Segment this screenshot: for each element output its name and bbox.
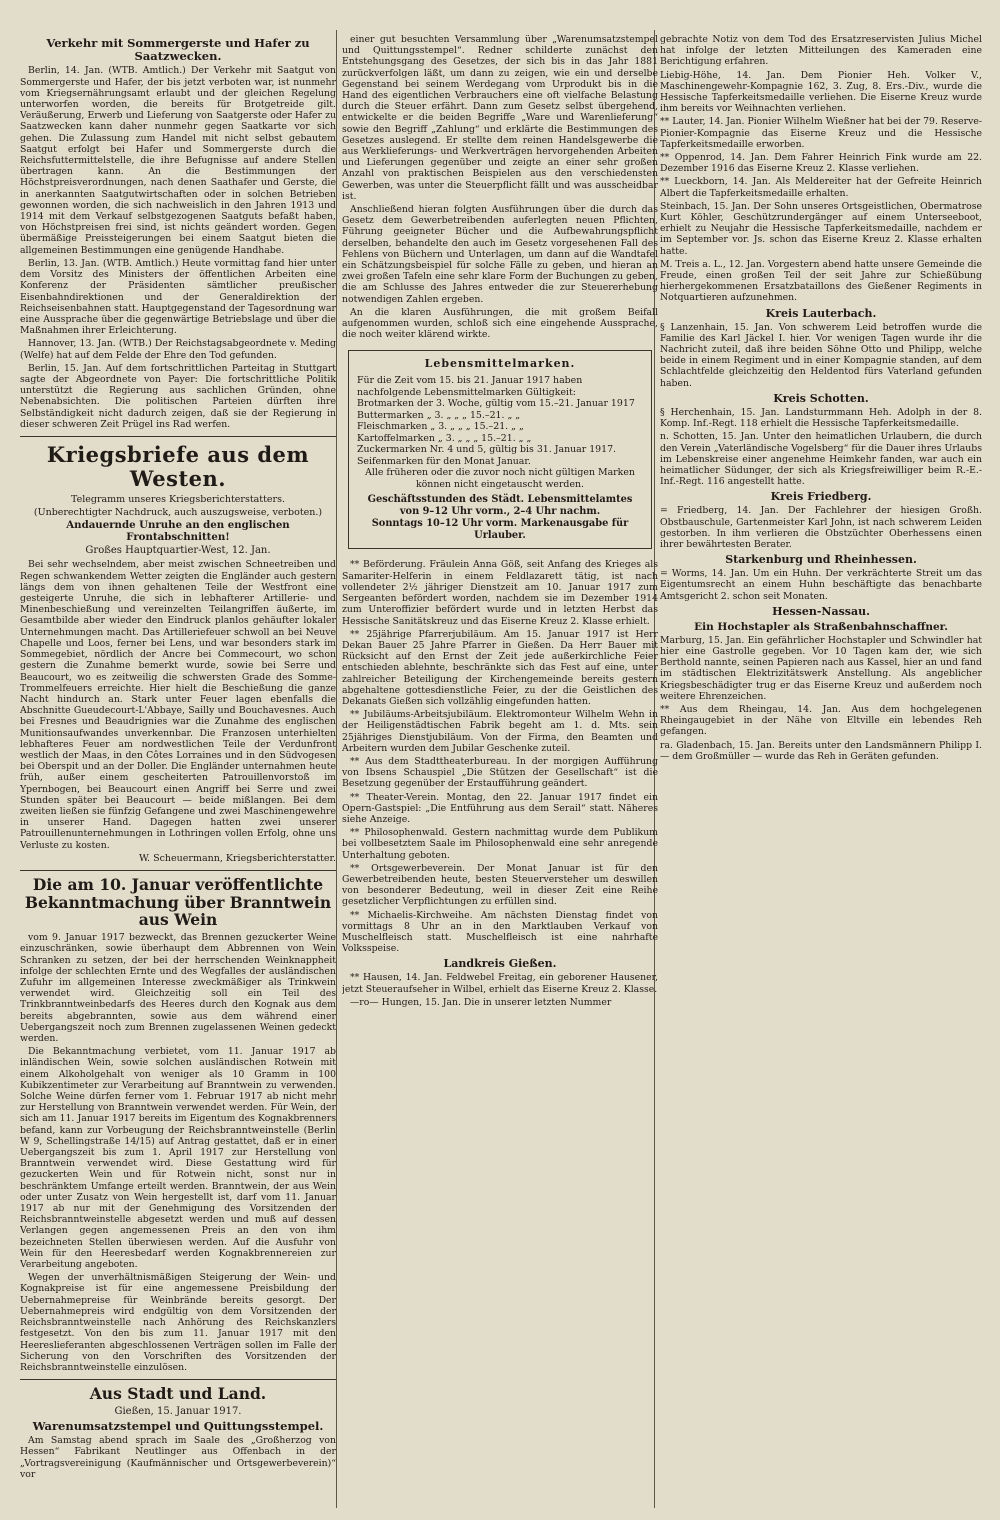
section-body [660,34,982,304]
news-item: ** Michaelis-Kirchweihe. Am nächsten Dienstag findet von vormittags 8 Uhr an in den Marktlauben Verkauf von Muschelfleisch statt. Muschelfleisch ist eine nahrhafte Volksspeise. [342,909,658,955]
section-heading: Landkreis Gießen. [443,957,557,971]
section-body [660,568,982,602]
section-rule [20,870,336,871]
box-row: Buttermarken „ 3. „ „ „ 15.–21. „ „ [357,409,521,421]
news-item: = Worms, 14. Jan. Um ein Huhn. Der verkrächterte Streit um das Eigentumsrecht an einem Huhn beschäftigte das benachbarte Amtsgericht 2. schon seit Monaten. [660,568,982,602]
news-item: ** Lauter, 14. Jan. Pionier Wilhelm Wießner hat bei der 79. Reserve-Pionier-Kompagnie das Eiserne Kreuz und die Hessische Tapferkeitsmedaille erworben. [660,116,982,150]
article-paragraph: Am Samstag abend sprach im Saale des „Großherzog von Hessen“ Fabrikant Neutlinger aus Offenbach in der „Vortragsvereinigung (Kaufmännischer und Ortsgewerbeverein)“ vor [20,1435,336,1480]
section-subheading: Warenumsatzstempel und Quittungsstempel. [32,1418,324,1433]
section-heading: Hessen-Nassau. [772,604,870,618]
section-body [20,1435,336,1480]
news-item: ** Aus dem Stadttheaterbureau. In der morgigen Aufführung von Ibsens Schauspiel „Die Stützen der Gesellschaft“ ist die Besetzung gegenüber der Erstaufführung geändert. [342,755,658,790]
section-body [660,407,982,487]
section-heading: Aus Stadt und Land. [89,1384,267,1404]
news-item: ** 25jährige Pfarrerjubiläum. Am 15. Januar 1917 ist Herr Dekan Bauer 25 Jahre Pfarrer in Gießen. Da Herr Bauer mit Rücksicht auf den Ernst der Zeit jede außerkirchliche Feier entschieden ablehnte, beschränkte sich das Fest auf eine, unter zahlreicher Beteiligung der Kirchengemeinde bereits gestern abgehaltene gottesdienstliche Feier, zu der die Geistlichen des Dekanats Gießen sich vollzählig eingefunden hatten. [342,628,658,707]
box-rows [357,398,643,467]
section-body [20,65,336,430]
news-item: ** Lueckborn, 14. Jan. Als Meldereiter hat der Gefreite Heinrich Albert die Tapferkeitsmedaille erhalten. [660,176,982,199]
news-item: ** Aus dem Rheingau, 14. Jan. Aus dem hochgelegenen Rheingaugebiet in der Nähe von Eltville ein lebendes Reh gefangen. [660,703,982,738]
section-heading: Die am 10. Januar veröffentlichte Bekanntmachung über Branntwein aus Wein [24,874,332,930]
section-body [20,932,336,1373]
section-body [342,559,658,954]
article-paragraph: Berlin, 13. Jan. (WTB. Amtlich.) Heute vormittag fand hier unter dem Vorsitz des Ministers der öffentlichen Arbeiten eine Konferenz der Präsidenten sämtlicher preußischer Eisenbahndirektionen und der Generaldirektion der Reichseisenbahnen statt. Hauptgegenstand der Tagesordnung war eine Aussprache über die gegenwärtige Betriebslage und über die Maßnahmen ihrer Erleichterung. [20,257,336,337]
section-body [342,34,658,340]
news-item: M. Treis a. L., 12. Jan. Vorgestern abend hatte unsere Gemeinde die Freude, einen großen Teil der seit Jahre zur Schießübung hierhergekommenen Ersatzbataillons des Gießener Regiments in Notquartieren aufzunehmen. [660,258,982,304]
section-subtitle: Andauernde Unruhe an den englischen Frontabschnitten! [66,519,290,544]
dateline: Großes Hauptquartier-West, 12. Jan. [85,545,271,557]
news-item: Liebig-Höhe, 14. Jan. Dem Pionier Heh. Volker V., Maschinengewehr-Kompagnie 162, 3. Zug, 8. Ers.-Div., wurde die Hessische Tapferkeitsmedaille verliehen. Die Eiserne Kreuz wurde ihm bereits vor Weihnachten verliehen. [660,69,982,115]
article-paragraph: Berlin, 15. Jan. Auf dem fortschrittlichen Parteitag in Stuttgart sagte der Abgeordnete von Payer: Die fortschrittliche Politik unterstützt die Regierung aus sachlichen Gründen, ohne Nebenabsichten. Die politischen Parteien dürften ihre Selbständigkeit nicht dadurch zeigen, daß sie der Regierung in dieser schweren Zeit Prügel ins Rad werfen. [20,362,336,430]
section-subheading: Ein Hochstapler als Straßenbahnschaffner. [694,620,948,633]
news-item: ** Hausen, 14. Jan. Feldwebel Freitag, ein geborener Hausener, jetzt Steueraufseher in Wilbel, erhielt das Eiserne Kreuz 2. Klasse. [342,972,658,995]
news-item: § Herchenhain, 15. Jan. Landsturmmann Heh. Adolph in der 8. Komp. Inf.-Regt. 118 erhielt die Hessische Tapferkeitsmedaille. [660,406,982,430]
news-item: ** Theater-Verein. Montag, den 22. Januar 1917 findet ein Opern-Gastspiel: „Die Entführung aus dem Serail“ statt. Näheres siehe Anzeige. [342,791,658,825]
section-rule [20,436,336,437]
dateline: Gießen, 15. Januar 1917. [114,1405,242,1417]
news-item: ra. Gladenbach, 15. Jan. Bereits unter den Landsmännern Philipp I. — dem Großmüller — wurde das Reh in Geräten gefunden. [660,739,982,762]
box-row: Zuckermarken Nr. 4 und 5, gültig bis 31. Januar 1917. [357,444,617,456]
news-item: n. Schotten, 15. Jan. Unter den heimatlichen Urlaubern, die durch den Verein „Vaterländische Vogelsberg“ für die Dauer ihres Urlaubs im Lebenskreise einer angenehme Heimkehr fanden, war auch ein heimatlicher Südunger, der sich als Kriegsfreiwilliger beim R.-E.-Inf.-Regt. 116 angestellt hatte. [660,431,982,488]
column-divider [336,30,337,1508]
section-heading: Verkehr mit Sommergerste und Hafer zu Saatzwecken. [46,36,310,64]
box-title: Lebensmittelmarken. [424,357,576,371]
news-item: ** Jubiläums-Arbeitsjubiläum. Elektromonteur Wilhelm Wehn in der Heiligenstädtischen Fabrik begeht am 1. d. Mts. sein 25jähriges Dienstjubiläum. Von der Firma, den Beamten und Arbeitern wurden dem Jubilar Geschenke zuteil. [342,709,658,754]
box-hours: von 9–12 Uhr vorm., 2–4 Uhr nachm. [399,506,601,518]
box-intro: Für die Zeit vom 15. bis 21. Januar 1917 haben nachfolgende Lebensmittelmarken Gültigkeit: [357,375,583,398]
section-heading: Kreis Friedberg. [770,490,872,504]
article-paragraph: Die Bekanntmachung verbietet, vom 11. Januar 1917 ab inländischen Wein, sowie solchen ausländischen Rotwein mit einem Alkoholgehalt von weniger als 10 Gramm in 100 Kubikzentimeter zur Verarbeitung auf Branntwein zu verwenden. Solche Weine dürfen ferner vom 1. Februar 1917 ab nicht mehr zur Herstellung von Branntwein verwendet werden. Für Wein, der sich am 11. Januar 1917 bereits im Eigentum des Kognakbrenners befand, kann zur Vorbeugung der Reichsbranntweinstelle (Berlin W 9, Schellingstraße 14/15) auf Antrag gestattet, daß er in einer Uebergangszeit bis zum 1. April 1917 zur Herstellung von Branntwein verwendet wird. Diese Gestattung wird für gezuckerten Wein und für Rotwein nicht, sonst nur in beschränktem Umfange erteilt werden. Branntwein, der aus Wein oder unter Zusatz von Wein hergestellt ist, darf vom 11. Januar 1917 ab nur mit der Genehmigung des Vorsitzenden der Reichsbranntweinstelle abgesetzt werden und muß auf dessen Verlangen gegen angemessenen Preis an den von ihm bezeichneten Stellen überwiesen werden. Auf die Ausfuhr von Wein für den Heeresbedarf werden Kognakbrennereien zur Verarbeitung angeboten. [20,1046,336,1271]
box-row: Seifenmarken für den Monat Januar. [357,455,531,467]
section-body [660,322,982,389]
box-row: Kartoffelmarken „ 3. „ „ „ 15.–21. „ „ [357,432,532,444]
section-body [342,972,658,1008]
section-heading: Kreis Schotten. [773,391,869,405]
section-heading: Kreis Lauterbach. [765,306,877,320]
news-item: Steinbach, 15. Jan. Der Sohn unseres Ortsgeistlichen, Obermatrose Kurt Köhler, Geschützrundergänger auf einem Unterseeboot, erhielt zu Neujahr die Hessische Tapferkeitsmedaille, nachdem er im September vor. Js. schon das Eiserne Kreuz 2. Klasse erhalten hatte. [660,200,982,257]
news-item: ** Beförderung. Fräulein Anna Göß, seit Anfang des Krieges als Samariter-Helferin in einem Feldlazarett tätig, ist nach vollendeter 2½ jähriger Dienstzeit am 10. Januar 1917 zum Sergeanten befördert worden, nachdem sie im Dezember 1914 zum Unteroffizier befördert wurde und in letzten Herbst das Hessische Sanitätskreuz und das Eiserne Kreuz 2. Klasse erhielt. [342,559,658,627]
food-ration-box [348,350,652,549]
box-hours-title: Geschäftsstunden des Städt. Lebensmittelamtes [367,494,633,506]
section-body [660,635,982,762]
news-item: § Lanzenhain, 15. Jan. Von schwerem Leid betroffen wurde die Familie des Karl Jäckel I. hier. Vor wenigen Tagen wurde ihr die Nachricht zuteil, daß ihre beiden Söhne Otto und Philipp, welche beide in einem Regiment und in einer Kompagnie standen, auf dem Schlachtfelde gleichzeitig den Heldentod fürs Vaterland gefunden haben. [660,321,982,389]
article-paragraph: Anschließend hieran folgten Ausführungen über die durch das Gesetz dem Gewerbetreibenden auferlegten neuen Pflichten, Führung geeigneter Bücher und die Aufbewahrungspflicht derselben, behandelte den auch im Gesetz vorgesehenen Fall des Fehlens von Büchern und Unterlagen, um dann auf die Wandtafel ein Schätzungsbeispiel für solche Fälle zu geben, und hieran an zwei großen Tafeln eine sehr klare Form der Buchungen zu geben, die am Schlusse des Jahres entweder die zur Steuererhebung notwendigen Zahlen ergeben. [342,204,658,305]
column-3 [660,34,982,1504]
section-body [20,559,336,850]
section-subtitle: Telegramm unseres Kriegsberichterstatters. [70,494,285,506]
section-heading: Kriegsbriefe aus dem Westen. [46,441,310,492]
news-item: ** Ortsgewerbeverein. Der Monat Januar ist für den Gewerbetreibenden heute, besten Steuerversteher um deswillen von besonderer Bedeutung, weil in dieser Zeit eine Reihe gesetzlicher Verpflichtungen zu erfüllen sind. [342,862,658,908]
article-paragraph: Bei sehr wechselndem, aber meist zwischen Schneetreiben und Regen schwankendem Wetter zeigten die Engländer auch gestern längs dem von ihnen gehaltenen Teile der Westfront eine gesteigerte Unruhe, die sich in lebhafterer Artillerie- und Minenbeschießung und vereinzelten Teilangriffen äußerte, im Gesamtbilde aber wieder den Eindruck planlos gehäufter lokaler Unternehmungen macht. Das Artilleriefeuer schwoll an bei Neuve Chapelle und Loos, ferner bei Lens, und war besonders stark im Sommegebiet, nördlich der Ancre bei Commecourt, wo schon gestern die Zunahme bemerkt wurde, sowie bei Serre und Beaucourt, wo es zeitweilig die schwersten Grade des Somme-Trommelfeuers erreichte. Hier hielt die Beschießung die ganze Nacht hindurch an. Stark unter Feuer lagen ebenfalls die Abschnitte Gueudecourt-L'Abbaye, Sailly und Bouchavesnes. Auch bei Fresnes und Beaudrignies war die Zunahme des englischen Munitionsaufwandes unverkennbar. Die Franzosen unterhielten lebhafteres Feuer am nordwestlichen Teile der Verdunfront westlich der Maas, in den Côtes Lorraines und in den Südvogesen bei Oberspit und an der Doller. Die Engländer unternahmen heute früh, außer einem gescheiterten Patrouillenvorstoß im Ypernbogen, bei Beaucourt einen Angriff bei Serre und zwei Stunden später bei Beaucourt — beide mißlangen. Bei dem zweiten ließen sie fünfzig Gefangene und zwei Maschinengewehre in unserer Hand. Dagegen hatten zwei unserer Patrouillenunternehmungen in Lothringen vollen Erfolg, ohne uns Verluste zu kosten. [20,559,336,851]
signature: W. Scheuermann, Kriegsberichterstatter. [138,852,336,864]
section-heading: Starkenburg und Rheinhessen. [725,553,917,567]
section-rule [20,1379,336,1380]
box-hours: Sonntags 10–12 Uhr vorm. Markenausgabe für Urlauber. [371,518,629,542]
news-item: —ro— Hungen, 15. Jan. Die in unserer letzten Nummer [350,996,612,1008]
column-2 [342,34,658,1504]
article-paragraph: Wegen der unverhältnismäßigen Steigerung der Wein- und Kognakpreise ist für eine angemessene Preisbildung der Uebernahmepreise für Weinbrände bereits gesorgt. Der Uebernahmepreis wird endgültig von dem Vorsitzenden der Reichsbranntweinstelle nach Anhörung des Reichskanzlers festgesetzt. Von den bis zum 11. Januar 1917 mit den Heereslieferanten abgeschlossenen Verträgen sollen im Falle der Sicherung von den Vorschriften des Vorsitzenden der Reichsbranntweinstelle einzulösen. [20,1272,336,1373]
article-paragraph: vom 9. Januar 1917 bezweckt, das Brennen gezuckerter Weine einzuschränken, sowie überhaupt dem Abbrennen von Wein Schranken zu setzen, der bei der herrschenden Weinknappheit infolge der schlechten Ernte und des Wegfalles der ausländischen Zufuhr im allgemeinen Interesse zweckmäßiger als Trinkwein verwendet wird. Gleichzeitig soll ein Teil des Trinkbranntweinbedarfs des Heeres durch den Kognak aus dem bereits abgebrannten, sowie aus dem während einer Uebergangszeit noch zum Brennen zugelassenen Weinen gedeckt werden. [20,932,336,1045]
news-item: = Friedberg, 14. Jan. Der Fachlehrer der hiesigen Großh. Obstbauschule, Gartenmeister Karl John, ist nach schwerem Leiden gestorben. In ihm verlieren die Obstzüchter Oberhessens einen ihrer bewährtesten Berater. [660,505,982,550]
news-item: ** Oppenrod, 14. Jan. Dem Fahrer Heinrich Fink wurde am 22. Dezember 1916 das Eiserne Kreuz 2. Klasse verliehen. [660,152,982,175]
box-row: Fleischmarken „ 3. „ „ „ 15.–21. „ „ [357,421,524,433]
section-body [660,505,982,550]
box-note: Alle früheren oder die zuvor noch nicht gültigen Marken können nicht eingetauscht werden. [365,467,635,490]
article-paragraph: An die klaren Ausführungen, die mit großem Beifall aufgenommen wurden, schloß sich eine eingehende Aussprache, die noch weiter klärend wirkte. [342,306,658,341]
news-item: Marburg, 15. Jan. Ein gefährlicher Hochstapler und Schwindler hat hier eine Gastrolle gegeben. Vor 10 Tagen kam der, wie sich Berthold nannte, seinen Papieren nach aus Kassel, hier an und fand im städtischen Elektrizitätswerk Anstellung. Als angeblicher Kriegsbeschädigter trug er das Eiserne Kreuz und außerdem noch weitere Ehrenzeichen. [660,634,982,702]
box-row: Brotmarken der 3. Woche, gültig vom 15.–21. Januar 1917 [357,398,635,410]
section-subtitle: (Unberechtigter Nachdruck, auch auszugsweise, verboten.) [33,506,323,518]
article-paragraph: Berlin, 14. Jan. (WTB. Amtlich.) Der Verkehr mit Saatgut von Sommergerste und Hafer, der bis jetzt verboten war, ist nunmehr vom Kriegsernährungsamt erlaubt und der gleichen Regelung unterworfen worden, die bereits für Brotgetreide gilt. Veräußerung, Erwerb und Lieferung von Saatgerste oder Hafer zu Saatzwecken kann daher nunmehr gegen Saatkarte vor sich gehen. Die Zulassung zum Handel mit nicht selbst gebautem Saatgut erfolgt bei Hafer und Sommergerste durch die Reichsfuttermittelstelle, die ihre Befugnisse auf andere Stellen übertragen kann. An die Bestimmungen der Höchstpreisverordnungen, nach denen Saathafer und Gerste, die in anerkannten Saatgutwirtschaften oder in solchen Betrieben gewonnen worden, die sich nachweislich in den Jahren 1913 und 1914 mit dem Verkauf selbstgezogenen Saatguts befaßt haben, von Höchstpreisen frei sind, ist nichts geändert worden. Gegen übermäßige Preissteigerungen bei einem Saatgut bieten die allgemeinen Bestimmungen eine genügende Handhabe. [20,65,336,256]
article-paragraph: Hannover, 13. Jan. (WTB.) Der Reichstagsabgeordnete v. Meding (Welfe) hat auf dem Felde der Ehre den Tod gefunden. [20,338,336,361]
news-item: ** Philosophenwald. Gestern nachmittag wurde dem Publikum bei vollbesetztem Saale im Philosophenwald eine sehr anregende Unterhaltung geboten. [342,827,658,861]
column-1 [20,34,336,1504]
news-item: gebrachte Notiz von dem Tod des Ersatzreservisten Julius Michel hat infolge der letzten Mitteilungen des Kameraden eine Berichtigung erfahren. [660,34,982,68]
article-paragraph: einer gut besuchten Versammlung über „Warenumsatzstempel und Quittungsstempel“. Redner schilderte zunächst den Entstehungsgang des Gesetzes, der sich bis in das Jahr 1881 zurückverfolgen läßt, um dann zu zeigen, wie ein und derselbe Gegenstand bei seinem Werdegang vom Urprodukt bis in die Hand des eigentlichen Verbrauchers eine oft vielfache Belastung durch die Steuer erfährt. Dann zum Gesetz selbst übergehend, entwickelte er die beiden Begriffe „Ware und Warenlieferung“ sowie den Begriff „Zahlung“ und erklärte die Bestimmungen des Gesetzes auslegend. Er stellte dem reinen Handelsgewerbe die aus Werklieferungs- und Werkverträgen hervorgehenden Arbeiten und Lieferungen gegenüber und zeigte an einer sehr großen Anzahl von praktischen Beispielen aus den verschiedensten Gewerben, was unter die Steuerpflicht fällt und was ausscheidbar ist. [342,34,658,202]
